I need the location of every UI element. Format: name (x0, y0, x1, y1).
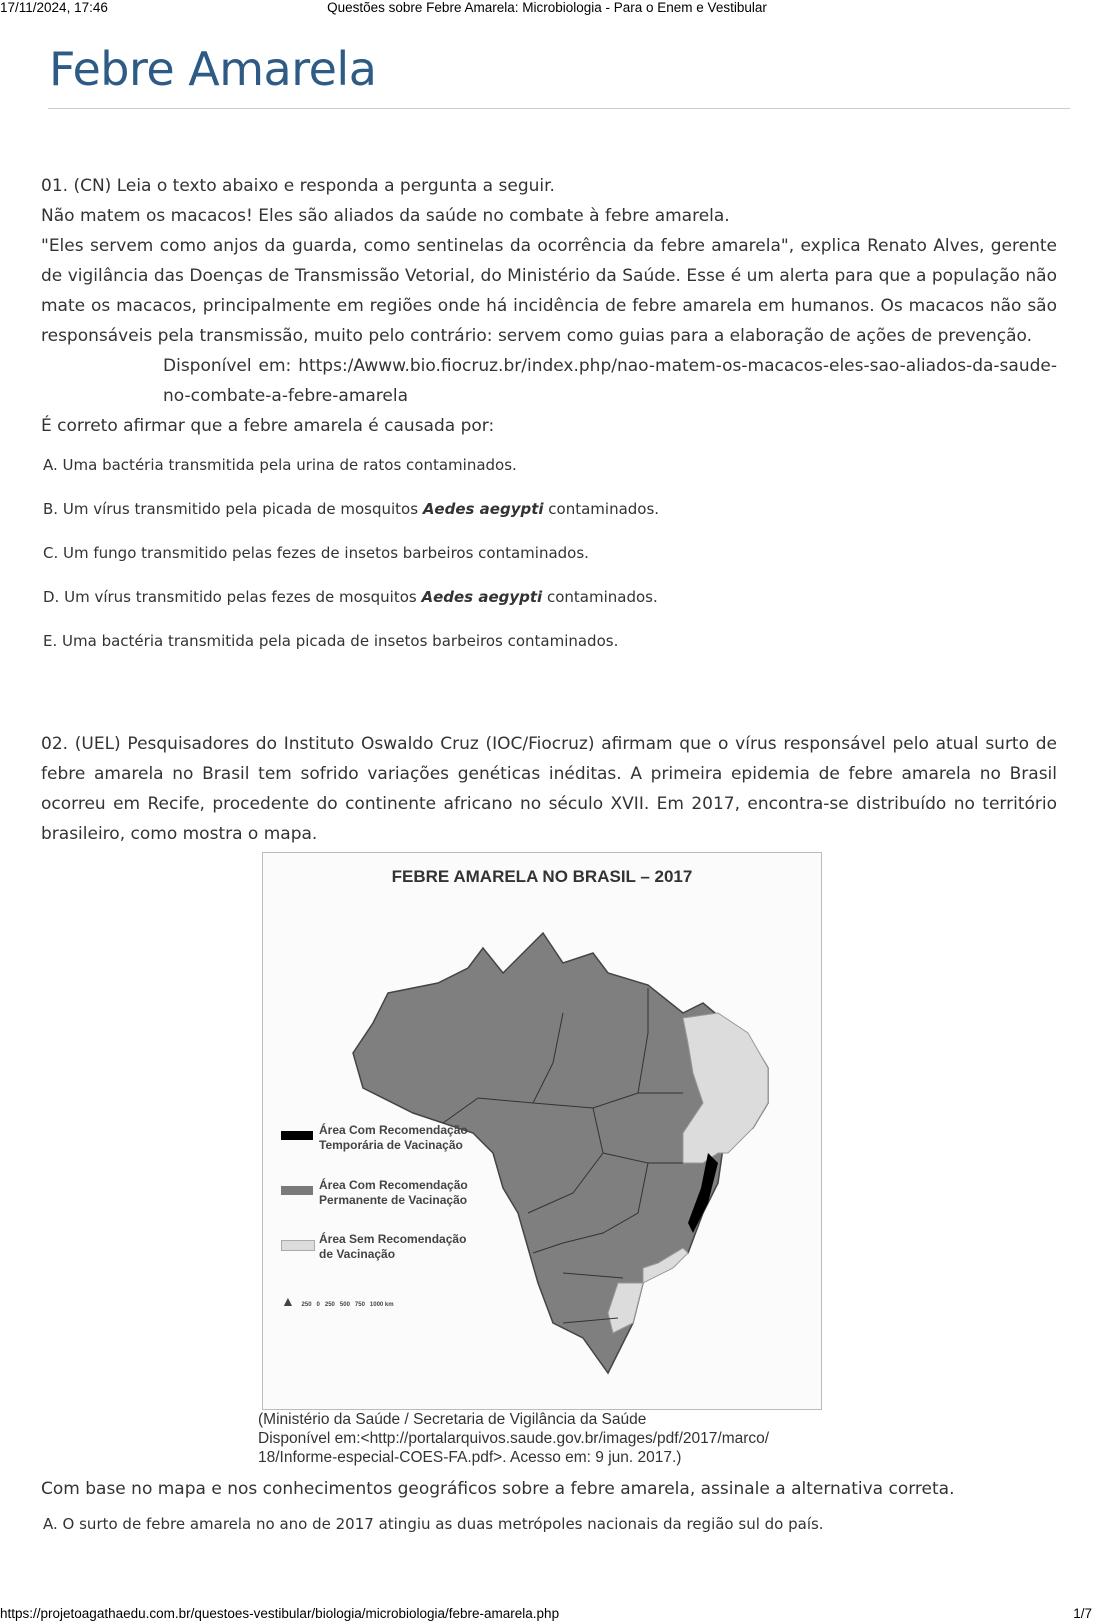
option-emphasis: Aedes aegypti (421, 588, 543, 606)
print-header (0, 0, 1094, 16)
q1-headline: Não matem os macacos! Eles são aliados da saúde no combate à febre amarela. (41, 206, 730, 226)
option-text: Um vírus transmitido pela picada de mosquitos (62, 500, 423, 518)
option-text: O surto de febre amarela no ano de 2017 atingiu as duas metrópoles nacionais da região sul do país. (62, 1515, 824, 1533)
q1-intro: 01. (CN) Leia o texto abaixo e responda a pergunta a seguir. (41, 176, 555, 196)
legend-swatch-light (281, 1240, 315, 1251)
option-letter: D. (43, 588, 60, 606)
q1-body: "Eles servem como anjos da guarda, como sentinelas da ocorrência da febre amarela", explica Renato Alves, gerente de vigilância das Doenças de Transmissão Vetorial, do Ministério da Saúde. Esse é um alerta para que a população não mate os macacos, principalmente em regiões onde há incidência de febre amarela em humanos. Os macacos não são responsáveis pela transmissão, muito pelo contrário: servem como guias para a elaboração de ações de prevenção. (41, 236, 1057, 346)
legend-swatch-gray (281, 1186, 313, 1195)
question-2-prompt (41, 1474, 1057, 1534)
print-title: Questões sobre Febre Amarela: Microbiologia - Para o Enem e Vestibular (327, 0, 767, 15)
option-emphasis: Aedes aegypti (422, 500, 544, 518)
option-letter: A. (43, 456, 58, 474)
q1-option-b[interactable] (43, 499, 1057, 519)
option-text: Um fungo transmitido pelas fezes de insetos barbeiros contaminados. (63, 544, 589, 562)
option-letter: C. (43, 544, 59, 562)
option-text-end: contaminados. (543, 500, 660, 518)
legend-temporary: Área Com Recomendação Temporária de Vacinação (281, 1123, 468, 1153)
print-footer (0, 1605, 1094, 1623)
q1-question: É correto afirmar que a febre amarela é causada por: (41, 416, 495, 436)
legend-permanent: Área Com Recomendação Permanente de Vacinação (281, 1178, 468, 1208)
q2-option-a[interactable] (43, 1514, 1057, 1534)
yellow-fever-map (262, 852, 822, 1410)
title-divider (48, 108, 1070, 109)
caption-line: (Ministério da Saúde / Secretaria de Vigilância da Saúde (258, 1411, 647, 1428)
caption-line: 18/Informe-especial-COES-FA.pdf>. Acesso em: 9 jun. 2017.) (258, 1449, 682, 1466)
q1-source: Disponível em: https:/Awww.bio.fiocruz.br/index.php/nao-matem-os-macacos-eles-sao-aliados-da-saude-no-combate-a-febre-amarela (163, 356, 1057, 406)
page-title: Febre Amarela (49, 42, 377, 96)
map-caption (258, 1410, 769, 1467)
north-arrow-icon: ▲ (281, 1293, 295, 1309)
q2-question: Com base no mapa e nos conhecimentos geográficos sobre a febre amarela, assinale a alternativa correta. (41, 1479, 955, 1499)
print-datetime: 17/11/2024, 17:46 (0, 0, 108, 15)
map-title: FEBRE AMARELA NO BRASIL – 2017 (391, 867, 693, 886)
option-text-end: contaminados. (542, 588, 658, 606)
q1-option-a[interactable] (43, 455, 1057, 475)
print-url: https://projetoagathaedu.com.br/questoes-vestibular/biologia/microbiologia/febre-amarela.php (0, 1606, 560, 1621)
option-letter: E. (43, 632, 58, 650)
q2-body: 02. (UEL) Pesquisadores do Instituto Oswaldo Cruz (IOC/Fiocruz) afirmam que o vírus responsável pelo atual surto de febre amarela no Brasil tem sofrido variações genéticas inéditas. A primeira epidemia de febre amarela no Brasil ocorreu em Recife, procedente do continente africano no século XVII. Em 2017, encontra-se distribuído no território brasileiro, como mostra o mapa. (41, 734, 1057, 844)
option-text: Uma bactéria transmitida pela picada de insetos barbeiros contaminados. (62, 632, 619, 650)
option-letter: A. (43, 1515, 58, 1533)
option-letter: B. (43, 500, 59, 518)
page-number: 1/7 (1073, 1606, 1092, 1621)
scale-bar (281, 1293, 394, 1309)
option-text: Um vírus transmitido pelas fezes de mosquitos (64, 588, 422, 606)
q1-option-c[interactable] (43, 543, 1057, 563)
scale-label: 250 0 250 500 750 1000 km (301, 1302, 394, 1308)
q1-option-d[interactable] (43, 587, 1057, 607)
q1-option-e[interactable] (43, 631, 1057, 651)
caption-line: Disponível em:<http://portalarquivos.saude.gov.br/images/pdf/2017/marco/ (258, 1430, 770, 1447)
legend-swatch-black (281, 1131, 313, 1140)
question-1 (41, 171, 1057, 651)
legend-none: Área Sem Recomendação de Vacinação (281, 1232, 466, 1262)
option-text: Uma bactéria transmitida pela urina de ratos contaminados. (62, 456, 517, 474)
